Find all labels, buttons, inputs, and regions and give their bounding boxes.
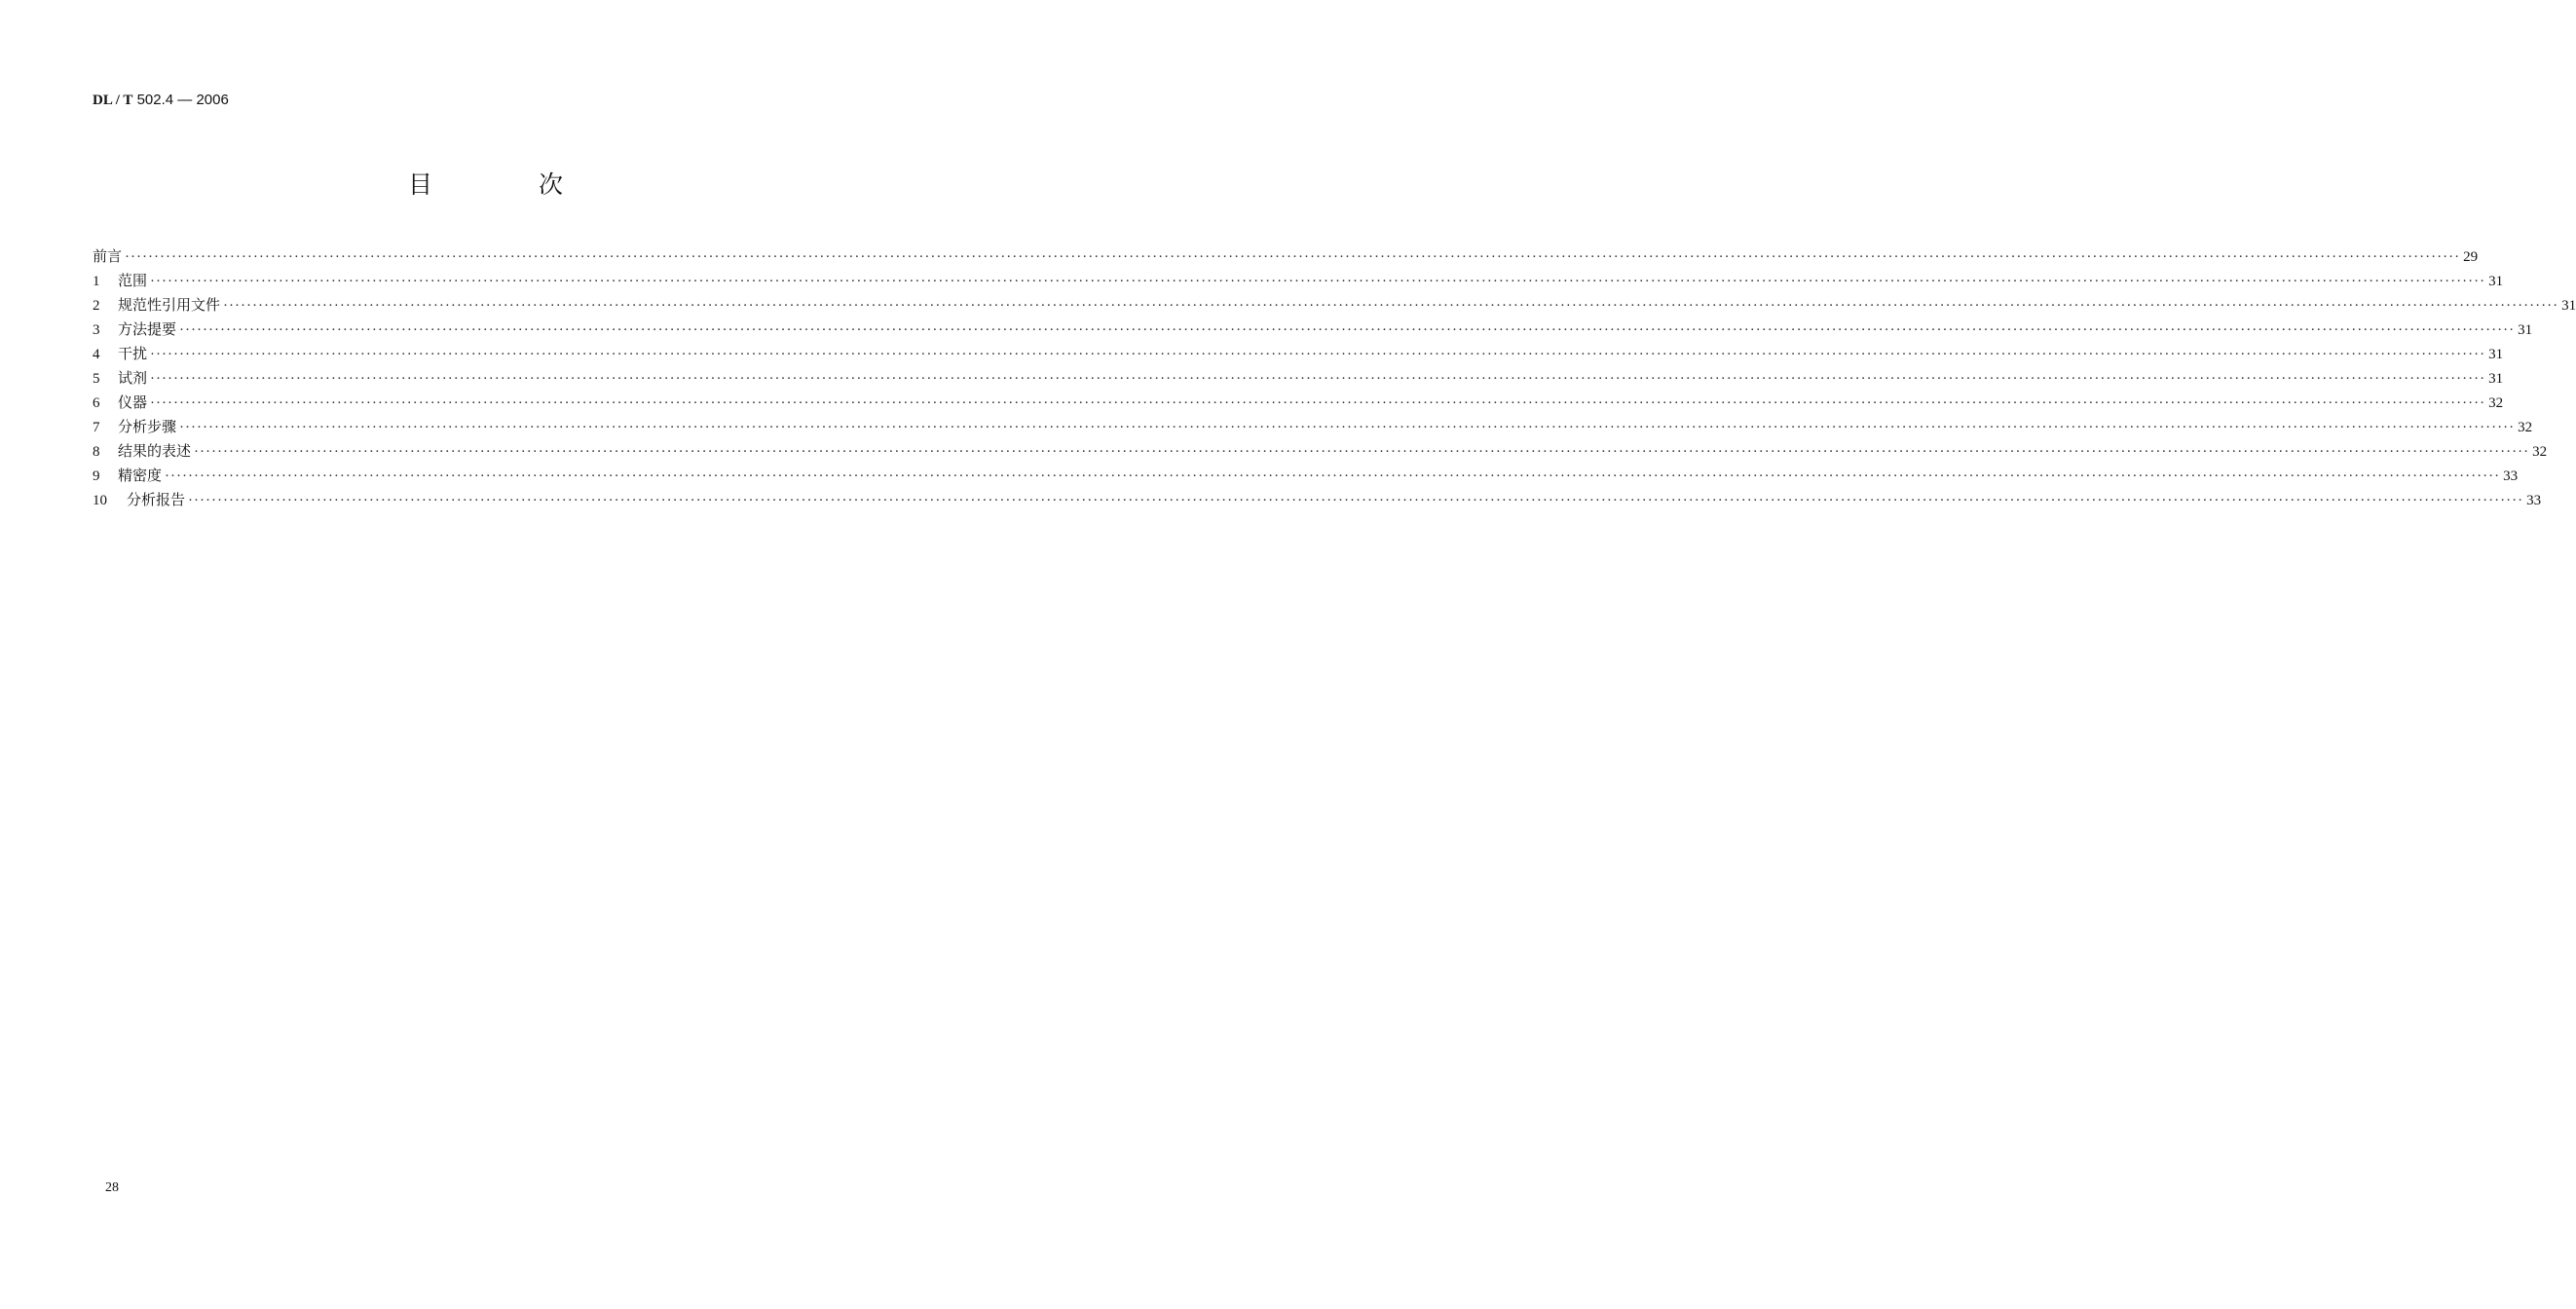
- standard-code-number: 502.4 — 2006: [136, 92, 229, 108]
- toc-entry-page: 33: [2503, 468, 2519, 484]
- toc-entry-precision[interactable]: [93, 465, 2519, 489]
- toc-entry-number: 3: [93, 322, 100, 338]
- toc-entry-label: 方法提要: [118, 320, 177, 338]
- toc-entry-label: 结果的表述: [118, 442, 192, 460]
- toc-entry-number: 9: [93, 468, 100, 484]
- toc-entry-label: 范围: [118, 272, 148, 289]
- toc-entry-page: 32: [2518, 420, 2533, 435]
- toc-entry-foreword[interactable]: [93, 245, 2479, 270]
- toc-entry-page: 32: [2488, 395, 2504, 411]
- toc-entry-scope[interactable]: [93, 270, 2504, 294]
- toc-leader-dots: ················································································································································································································································································································································································································: [188, 493, 2524, 508]
- toc-entry-label: 前言: [93, 247, 123, 265]
- toc-entry-number: 5: [93, 371, 100, 387]
- page-number: 28: [105, 1180, 119, 1195]
- toc-leader-dots: ················································································································································································································································································································································································································: [150, 395, 2486, 411]
- toc-leader-dots: ················································································································································································································································································································································································································: [179, 420, 2516, 435]
- toc-entry-method-summary[interactable]: [93, 318, 2533, 343]
- toc-entry-label: 分析步骤: [118, 418, 177, 435]
- toc-entry-label: 精密度: [118, 467, 163, 484]
- toc-entry-number: 1: [93, 274, 100, 289]
- toc-entry-number: 4: [93, 347, 100, 362]
- toc-entry-number: 10: [93, 493, 107, 508]
- toc-entry-label: 分析报告: [127, 491, 186, 508]
- toc-leader-dots: ················································································································································································································································································································································································································: [179, 322, 2516, 338]
- toc-leader-dots: ················································································································································································································································································································································································································: [165, 468, 2501, 484]
- toc-entry-label: 干扰: [118, 345, 148, 362]
- toc-entry-expression-of-results[interactable]: [93, 440, 2548, 465]
- toc-entry-number: 8: [93, 444, 100, 460]
- toc-entry-label: 试剂: [118, 369, 148, 387]
- toc-leader-dots: ················································································································································································································································································································································································································: [194, 444, 2530, 460]
- toc-entry-number: 2: [93, 298, 100, 314]
- toc-entry-test-report[interactable]: [93, 489, 2542, 513]
- toc-entry-number: 6: [93, 395, 100, 411]
- toc-entry-apparatus[interactable]: [93, 392, 2504, 416]
- toc-leader-dots: ················································································································································································································································································································································································································: [125, 249, 2461, 265]
- toc-entry-page: 33: [2526, 493, 2542, 508]
- toc-entry-normative-references[interactable]: [93, 294, 2576, 318]
- toc-entry-label: 仪器: [118, 393, 148, 411]
- toc-entry-page: 29: [2463, 249, 2479, 265]
- toc-entry-page: 32: [2532, 444, 2548, 460]
- toc-entry-number: 7: [93, 420, 100, 435]
- toc-entry-label: 规范性引用文件: [118, 296, 221, 314]
- toc-leader-dots: ················································································································································································································································································································································································································: [150, 371, 2486, 387]
- toc-title: 目 次: [408, 170, 605, 199]
- toc-entry-reagents[interactable]: [93, 367, 2504, 392]
- table-of-contents: [93, 245, 2576, 513]
- toc-entry-page: 31: [2488, 347, 2504, 362]
- toc-leader-dots: ················································································································································································································································································································································································································: [150, 347, 2486, 362]
- toc-entry-interference[interactable]: [93, 343, 2504, 367]
- toc-entry-page: 31: [2518, 322, 2533, 338]
- standard-code-prefix: DL / T: [93, 93, 133, 108]
- toc-entry-page: 31: [2561, 298, 2576, 314]
- toc-entry-procedure[interactable]: [93, 416, 2533, 440]
- toc-entry-page: 31: [2488, 371, 2504, 387]
- toc-entry-page: 31: [2488, 274, 2504, 289]
- toc-leader-dots: ················································································································································································································································································································································································································: [150, 274, 2486, 289]
- standard-code: [93, 91, 229, 110]
- toc-leader-dots: ················································································································································································································································································································································································································: [223, 298, 2559, 314]
